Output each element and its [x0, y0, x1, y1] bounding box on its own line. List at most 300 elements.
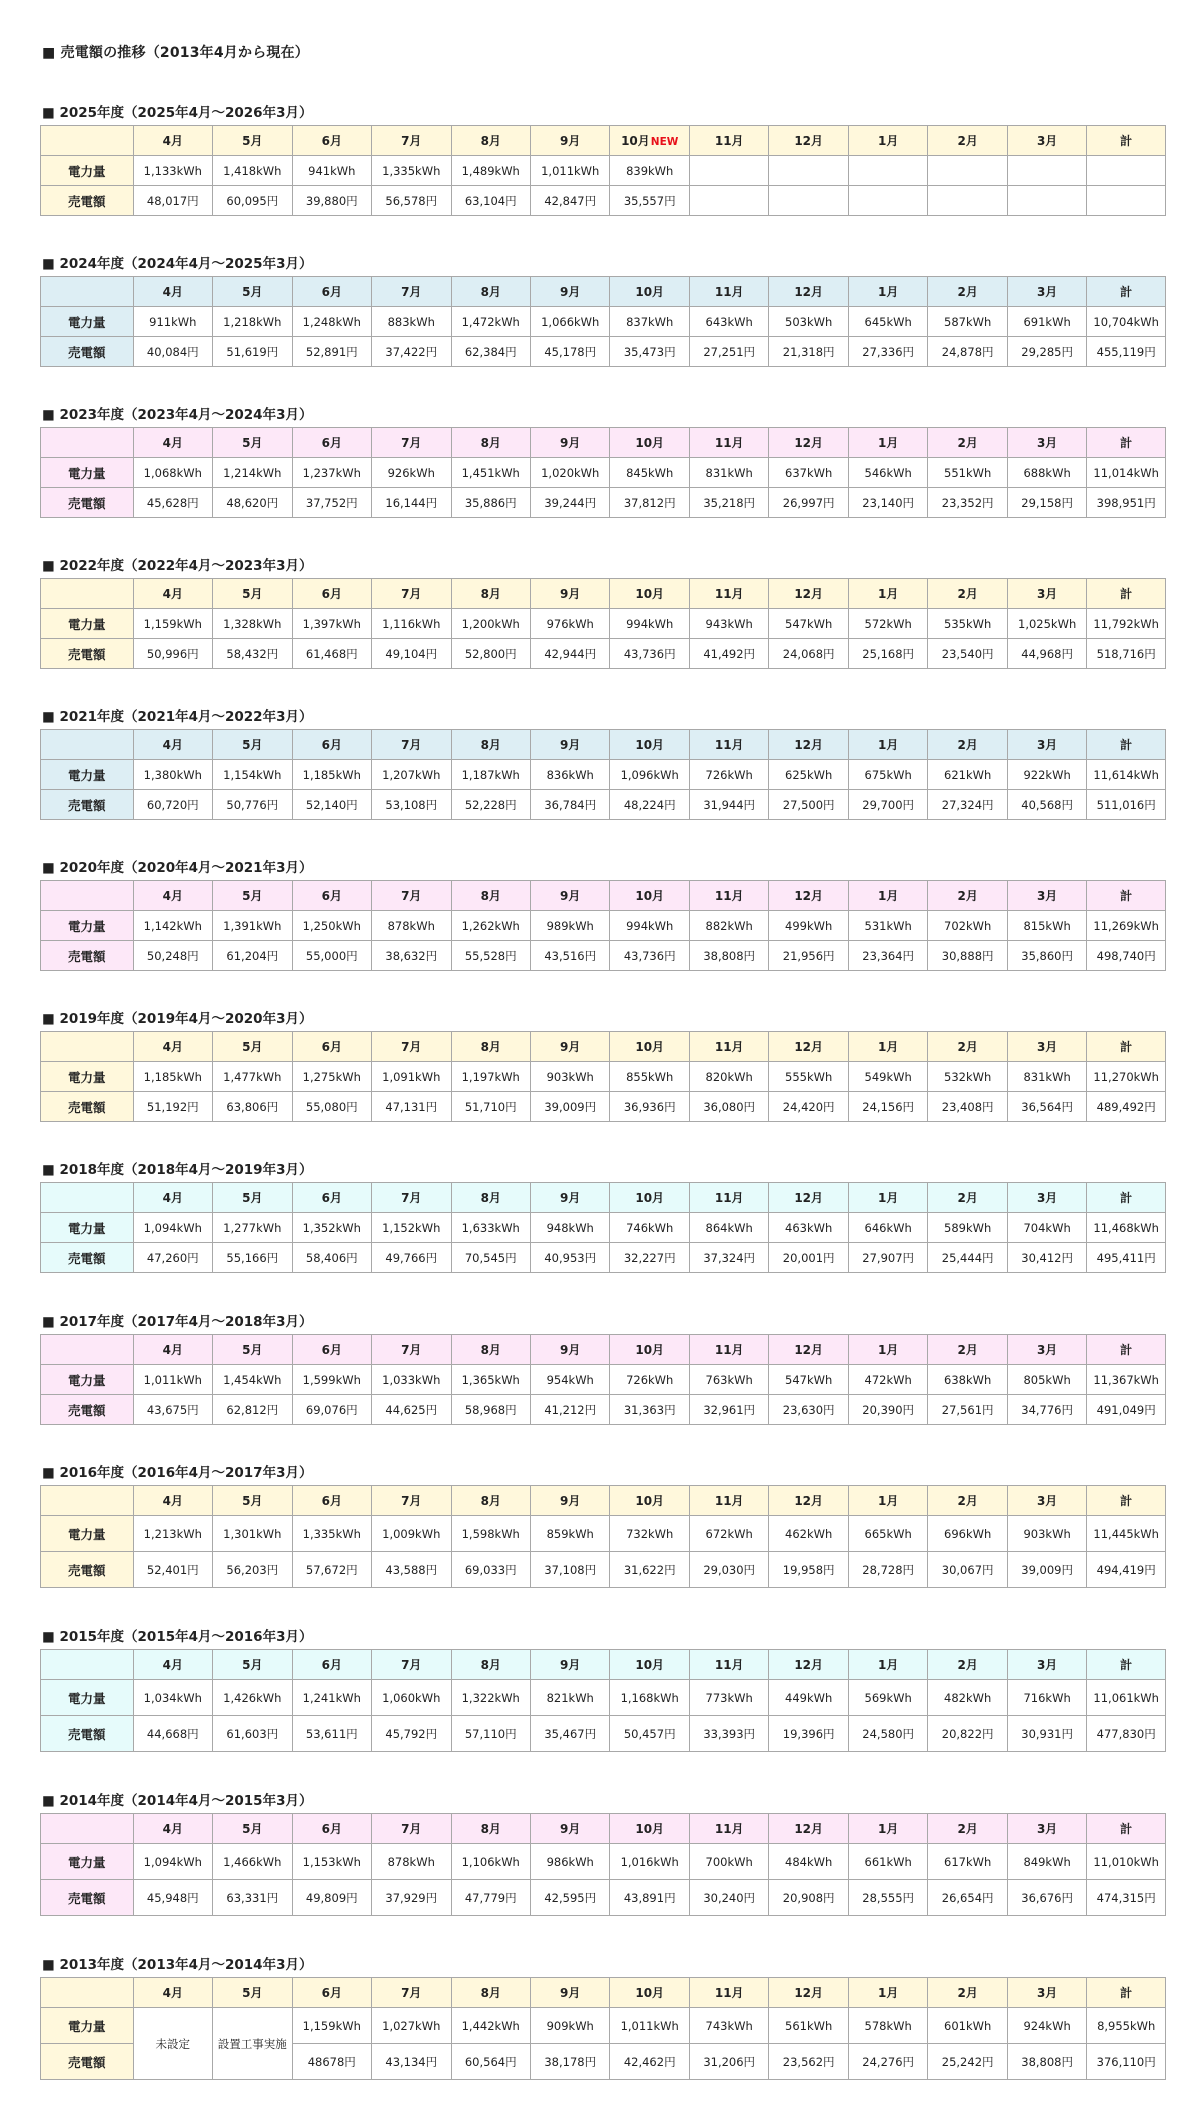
power-value-cell: 621kWh	[928, 760, 1007, 790]
sales-value-cell	[689, 186, 768, 216]
header-corner-cell	[41, 1032, 134, 1062]
month-header-cell	[689, 1335, 768, 1365]
month-label: 12月	[794, 1343, 824, 1357]
power-value-cell: 646kWh	[848, 1213, 927, 1243]
month-label: 計	[1120, 1191, 1133, 1205]
sales-value-cell: 31,206円	[689, 2044, 768, 2080]
month-header-cell	[133, 1650, 212, 1680]
sales-row	[41, 488, 1166, 518]
month-label: 1月	[877, 738, 899, 752]
month-header-cell	[928, 1032, 1007, 1062]
year-block	[40, 254, 1166, 367]
power-row-label: 電力量	[41, 1680, 134, 1716]
sales-value-cell: 30,412円	[1007, 1243, 1086, 1273]
power-value-cell: 691kWh	[1007, 307, 1086, 337]
power-value-cell: 587kWh	[928, 307, 1007, 337]
month-label: 10月	[635, 1658, 665, 1672]
month-header-cell	[530, 1032, 609, 1062]
power-row	[41, 307, 1166, 337]
power-row	[41, 1844, 1166, 1880]
month-header-cell	[1007, 730, 1086, 760]
sales-row-label: 売電額	[41, 1395, 134, 1425]
power-row-label: 電力量	[41, 2008, 134, 2044]
sales-value-cell: 511,016円	[1087, 790, 1166, 820]
month-header-cell	[769, 1486, 848, 1516]
year-table	[40, 729, 1166, 820]
month-header-cell	[372, 730, 451, 760]
power-value-cell: 1,096kWh	[610, 760, 689, 790]
month-header-cell	[1007, 1032, 1086, 1062]
month-label: 12月	[794, 1494, 824, 1508]
sales-value-cell: 63,104円	[451, 186, 530, 216]
month-header-cell	[848, 428, 927, 458]
month-header-cell	[1087, 1183, 1166, 1213]
sales-value-cell: 42,944円	[530, 639, 609, 669]
month-header-cell	[133, 1814, 212, 1844]
sales-value-cell: 21,956円	[769, 941, 848, 971]
month-label: 7月	[401, 1191, 422, 1205]
month-label: 1月	[877, 587, 899, 601]
sales-value-cell: 55,528円	[451, 941, 530, 971]
month-label: 計	[1120, 1986, 1133, 2000]
month-label: 5月	[242, 1494, 263, 1508]
month-label: 2月	[957, 134, 978, 148]
month-header-cell	[928, 277, 1007, 307]
power-value-cell: 994kWh	[610, 609, 689, 639]
power-row-label: 電力量	[41, 760, 134, 790]
sales-value-cell: 51,710円	[451, 1092, 530, 1122]
month-header-cell	[213, 277, 292, 307]
power-value-cell: 926kWh	[372, 458, 451, 488]
month-header-cell	[610, 1032, 689, 1062]
power-value-cell: 743kWh	[689, 2008, 768, 2044]
power-value-cell: 831kWh	[1007, 1062, 1086, 1092]
power-value-cell: 1,133kWh	[133, 156, 212, 186]
power-value-cell: 1,418kWh	[213, 156, 292, 186]
power-value-cell: 1,213kWh	[133, 1516, 212, 1552]
power-value-cell: 1,277kWh	[213, 1213, 292, 1243]
month-header-cell	[1087, 126, 1166, 156]
power-row	[41, 458, 1166, 488]
month-label: 1月	[877, 1040, 899, 1054]
power-value-cell: 546kWh	[848, 458, 927, 488]
merged-note-cell: 未設定	[133, 2008, 212, 2080]
sales-value-cell: 52,228円	[451, 790, 530, 820]
power-value-cell: 864kWh	[689, 1213, 768, 1243]
power-value-cell: 820kWh	[689, 1062, 768, 1092]
month-header-cell	[292, 428, 371, 458]
power-value-cell: 855kWh	[610, 1062, 689, 1092]
sales-value-cell: 455,119円	[1087, 337, 1166, 367]
power-row	[41, 1365, 1166, 1395]
sales-row	[41, 639, 1166, 669]
sales-value-cell: 37,752円	[292, 488, 371, 518]
year-table	[40, 427, 1166, 518]
sales-value-cell: 27,336円	[848, 337, 927, 367]
power-value-cell: 1,185kWh	[133, 1062, 212, 1092]
sales-value-cell: 38,178円	[530, 2044, 609, 2080]
month-label: 2月	[957, 285, 978, 299]
power-value-cell: 986kWh	[530, 1844, 609, 1880]
power-value-cell: 1,322kWh	[451, 1680, 530, 1716]
sales-value-cell: 41,492円	[689, 639, 768, 669]
power-value-cell: 578kWh	[848, 2008, 927, 2044]
month-label: 9月	[560, 889, 581, 903]
power-value-cell: 1,060kWh	[372, 1680, 451, 1716]
power-value-cell: 883kWh	[372, 307, 451, 337]
sales-value-cell	[769, 186, 848, 216]
sales-value-cell: 43,736円	[610, 639, 689, 669]
power-value-cell: 1,275kWh	[292, 1062, 371, 1092]
month-header-cell	[610, 277, 689, 307]
month-header-cell	[769, 126, 848, 156]
month-label: 5月	[242, 1822, 263, 1836]
month-label: 7月	[401, 1040, 422, 1054]
power-value-cell: 726kWh	[689, 760, 768, 790]
sales-value-cell: 44,625円	[372, 1395, 451, 1425]
month-header-cell	[213, 1183, 292, 1213]
sales-value-cell: 51,192円	[133, 1092, 212, 1122]
month-header-cell	[133, 428, 212, 458]
sales-value-cell: 23,408円	[928, 1092, 1007, 1122]
month-label: 11月	[714, 1658, 744, 1672]
power-value-cell: 11,367kWh	[1087, 1365, 1166, 1395]
power-value-cell: 1,237kWh	[292, 458, 371, 488]
power-value-cell: 763kWh	[689, 1365, 768, 1395]
month-label: 11月	[714, 1986, 744, 2000]
sales-value-cell: 63,331円	[213, 1880, 292, 1916]
month-header-cell	[213, 1335, 292, 1365]
month-label: 2月	[957, 1986, 978, 2000]
power-value-cell: 531kWh	[848, 911, 927, 941]
power-value-cell: 1,599kWh	[292, 1365, 371, 1395]
power-value-cell: 1,153kWh	[292, 1844, 371, 1880]
power-value-cell: 821kWh	[530, 1680, 609, 1716]
month-label: 3月	[1036, 285, 1058, 299]
power-value-cell: 1,025kWh	[1007, 609, 1086, 639]
month-header-cell	[451, 1486, 530, 1516]
power-value-cell: 696kWh	[928, 1516, 1007, 1552]
month-header-cell	[372, 1335, 451, 1365]
sales-value-cell: 26,654円	[928, 1880, 1007, 1916]
month-label: 4月	[162, 1986, 183, 2000]
power-value-cell: 569kWh	[848, 1680, 927, 1716]
sales-row	[41, 1552, 1166, 1588]
month-label: 5月	[242, 889, 263, 903]
power-value-cell: 645kWh	[848, 307, 927, 337]
power-value-cell: 1,633kWh	[451, 1213, 530, 1243]
month-label: 11月	[714, 436, 744, 450]
month-label: 6月	[321, 1822, 342, 1836]
power-value-cell: 1,250kWh	[292, 911, 371, 941]
month-header-cell	[133, 1335, 212, 1365]
power-value-cell: 954kWh	[530, 1365, 609, 1395]
power-value-cell: 837kWh	[610, 307, 689, 337]
month-header-cell	[848, 277, 927, 307]
month-label: 8月	[480, 1658, 501, 1672]
month-label: 11月	[714, 285, 744, 299]
month-header-cell	[1007, 579, 1086, 609]
month-label: 6月	[321, 738, 342, 752]
month-header-cell	[133, 579, 212, 609]
power-value-cell: 1,066kWh	[530, 307, 609, 337]
sales-value-cell: 69,033円	[451, 1552, 530, 1588]
month-label: 計	[1120, 1343, 1133, 1357]
month-header-cell	[530, 1650, 609, 1680]
sales-value-cell: 53,611円	[292, 1716, 371, 1752]
header-corner-cell	[41, 126, 134, 156]
year-block	[40, 1791, 1166, 1916]
sales-value-cell	[1087, 186, 1166, 216]
month-header-cell	[1087, 881, 1166, 911]
sales-value-cell: 40,084円	[133, 337, 212, 367]
sales-value-cell: 20,822円	[928, 1716, 1007, 1752]
month-label: 9月	[560, 134, 581, 148]
month-label: 12月	[794, 285, 824, 299]
power-value-cell: 903kWh	[1007, 1516, 1086, 1552]
month-label: 10月	[635, 1494, 665, 1508]
year-block	[40, 1627, 1166, 1752]
power-value-cell: 1,380kWh	[133, 760, 212, 790]
month-label: 計	[1120, 1494, 1133, 1508]
year-table	[40, 276, 1166, 367]
sales-value-cell: 27,324円	[928, 790, 1007, 820]
month-header-cell	[769, 881, 848, 911]
sales-value-cell: 51,619円	[213, 337, 292, 367]
sales-value-cell: 29,158円	[1007, 488, 1086, 518]
month-label: 1月	[877, 134, 899, 148]
month-label: 8月	[480, 1822, 501, 1836]
power-value-cell: 532kWh	[928, 1062, 1007, 1092]
month-header-cell	[928, 428, 1007, 458]
sales-value-cell: 61,468円	[292, 639, 371, 669]
month-label: 12月	[794, 587, 824, 601]
sales-value-cell: 518,716円	[1087, 639, 1166, 669]
month-header-cell	[610, 126, 689, 156]
power-value-cell	[1087, 156, 1166, 186]
power-value-cell: 726kWh	[610, 1365, 689, 1395]
year-heading: ■ 2018年度（2018年4月～2019年3月）	[42, 1162, 313, 1178]
power-value-cell: 589kWh	[928, 1213, 1007, 1243]
sales-row-label: 売電額	[41, 790, 134, 820]
month-header-cell	[928, 126, 1007, 156]
month-header-cell	[530, 428, 609, 458]
month-label: 4月	[162, 587, 183, 601]
header-corner-cell	[41, 579, 134, 609]
sales-value-cell: 41,212円	[530, 1395, 609, 1425]
power-value-cell: 503kWh	[769, 307, 848, 337]
month-header-cell	[769, 1650, 848, 1680]
month-label: 8月	[480, 134, 501, 148]
month-header-cell	[451, 730, 530, 760]
sales-value-cell: 62,384円	[451, 337, 530, 367]
sales-value-cell: 16,144円	[372, 488, 451, 518]
power-value-cell: 11,468kWh	[1087, 1213, 1166, 1243]
month-header-cell	[451, 881, 530, 911]
power-value-cell: 561kWh	[769, 2008, 848, 2044]
power-value-cell: 665kWh	[848, 1516, 927, 1552]
month-header-cell	[292, 1335, 371, 1365]
sales-row-label: 売電額	[41, 186, 134, 216]
sales-value-cell: 34,776円	[1007, 1395, 1086, 1425]
month-label: 5月	[242, 134, 263, 148]
month-header-cell	[610, 1183, 689, 1213]
month-label: 3月	[1036, 1191, 1058, 1205]
month-label: 7月	[401, 738, 422, 752]
sales-value-cell: 40,953円	[530, 1243, 609, 1273]
sales-value-cell: 69,076円	[292, 1395, 371, 1425]
month-header-cell	[689, 881, 768, 911]
power-value-cell: 551kWh	[928, 458, 1007, 488]
month-header-cell	[133, 1486, 212, 1516]
sales-value-cell: 19,396円	[769, 1716, 848, 1752]
month-header-cell	[372, 1814, 451, 1844]
year-table	[40, 1485, 1166, 1588]
month-header-cell	[689, 277, 768, 307]
sales-value-cell: 58,406円	[292, 1243, 371, 1273]
power-value-cell: 1,197kWh	[451, 1062, 530, 1092]
sales-value-cell: 376,110円	[1087, 2044, 1166, 2080]
sales-value-cell: 477,830円	[1087, 1716, 1166, 1752]
month-label: 7月	[401, 1343, 422, 1357]
year-table	[40, 125, 1166, 216]
month-label: 12月	[794, 134, 824, 148]
year-heading: ■ 2017年度（2017年4月～2018年3月）	[42, 1314, 313, 1330]
month-label: 8月	[480, 1494, 501, 1508]
month-header-cell	[530, 1814, 609, 1844]
month-label: 計	[1120, 889, 1133, 903]
month-header-cell	[1087, 1335, 1166, 1365]
power-value-cell: 1,241kWh	[292, 1680, 371, 1716]
year-block	[40, 1009, 1166, 1122]
power-value-cell: 1,248kWh	[292, 307, 371, 337]
header-corner-cell	[41, 1814, 134, 1844]
sales-value-cell: 28,728円	[848, 1552, 927, 1588]
power-value-cell	[769, 156, 848, 186]
month-header-cell	[769, 730, 848, 760]
month-header-cell	[372, 1032, 451, 1062]
month-header-cell	[133, 1978, 212, 2008]
month-label: 1月	[877, 1191, 899, 1205]
year-heading: ■ 2021年度（2021年4月～2022年3月）	[42, 709, 313, 725]
year-table	[40, 1182, 1166, 1273]
power-value-cell: 839kWh	[610, 156, 689, 186]
month-header-cell	[372, 1978, 451, 2008]
month-header-cell	[451, 428, 530, 458]
power-value-cell: 555kWh	[769, 1062, 848, 1092]
year-block	[40, 707, 1166, 820]
month-header-cell	[292, 1814, 371, 1844]
month-label: 計	[1120, 587, 1133, 601]
month-header-cell	[292, 126, 371, 156]
power-value-cell: 882kWh	[689, 911, 768, 941]
month-header-cell	[689, 579, 768, 609]
power-row	[41, 156, 1166, 186]
power-value-cell: 1,397kWh	[292, 609, 371, 639]
sales-value-cell: 43,516円	[530, 941, 609, 971]
month-header-row	[41, 277, 1166, 307]
month-label: 2月	[957, 1040, 978, 1054]
month-header-cell	[451, 1032, 530, 1062]
power-row-label: 電力量	[41, 1365, 134, 1395]
month-header-cell	[451, 579, 530, 609]
sales-value-cell: 48,017円	[133, 186, 212, 216]
sales-value-cell: 60,095円	[213, 186, 292, 216]
year-table	[40, 880, 1166, 971]
month-header-row	[41, 1814, 1166, 1844]
power-row	[41, 2008, 1166, 2044]
month-label: 3月	[1036, 1822, 1058, 1836]
power-value-cell: 1,426kWh	[213, 1680, 292, 1716]
sales-value-cell	[928, 186, 1007, 216]
power-value-cell: 1,200kWh	[451, 609, 530, 639]
month-header-cell	[1007, 1650, 1086, 1680]
month-header-row	[41, 428, 1166, 458]
power-value-cell: 903kWh	[530, 1062, 609, 1092]
header-corner-cell	[41, 1978, 134, 2008]
sales-value-cell: 48,224円	[610, 790, 689, 820]
month-label: 4月	[162, 1343, 183, 1357]
power-value-cell: 11,061kWh	[1087, 1680, 1166, 1716]
sales-value-cell: 58,432円	[213, 639, 292, 669]
month-header-cell	[372, 126, 451, 156]
sales-value-cell: 23,140円	[848, 488, 927, 518]
month-label: 6月	[321, 285, 342, 299]
sales-value-cell: 27,561円	[928, 1395, 1007, 1425]
power-value-cell: 716kWh	[1007, 1680, 1086, 1716]
sales-value-cell: 36,784円	[530, 790, 609, 820]
sales-value-cell: 30,931円	[1007, 1716, 1086, 1752]
month-header-cell	[769, 428, 848, 458]
month-header-cell	[133, 881, 212, 911]
month-label: 5月	[242, 1040, 263, 1054]
power-value-cell: 1,489kWh	[451, 156, 530, 186]
sales-row-label: 売電額	[41, 1243, 134, 1273]
power-value-cell: 989kWh	[530, 911, 609, 941]
month-header-cell	[848, 126, 927, 156]
year-table	[40, 1031, 1166, 1122]
sales-value-cell: 39,009円	[530, 1092, 609, 1122]
month-header-cell	[689, 1486, 768, 1516]
sales-value-cell: 47,260円	[133, 1243, 212, 1273]
month-label: 5月	[242, 1986, 263, 2000]
month-label: 2月	[957, 889, 978, 903]
header-corner-cell	[41, 1486, 134, 1516]
month-header-cell	[1087, 277, 1166, 307]
month-label: 1月	[877, 1343, 899, 1357]
power-value-cell: 11,014kWh	[1087, 458, 1166, 488]
sales-value-cell: 48678円	[292, 2044, 371, 2080]
power-value-cell: 547kWh	[769, 1365, 848, 1395]
power-value-cell: 637kWh	[769, 458, 848, 488]
power-value-cell: 1,466kWh	[213, 1844, 292, 1880]
power-value-cell: 732kWh	[610, 1516, 689, 1552]
sales-row	[41, 790, 1166, 820]
month-header-cell	[928, 1978, 1007, 2008]
sales-row	[41, 1880, 1166, 1916]
month-label: 12月	[794, 1040, 824, 1054]
sales-value-cell: 43,891円	[610, 1880, 689, 1916]
power-value-cell: 1,335kWh	[372, 156, 451, 186]
sales-value-cell: 53,108円	[372, 790, 451, 820]
month-label: 2月	[957, 1343, 978, 1357]
year-block	[40, 1312, 1166, 1425]
sales-row-label: 売電額	[41, 1716, 134, 1752]
power-value-cell: 941kWh	[292, 156, 371, 186]
month-header-row	[41, 1486, 1166, 1516]
month-label: 9月	[560, 1191, 581, 1205]
year-table	[40, 1977, 1166, 2080]
